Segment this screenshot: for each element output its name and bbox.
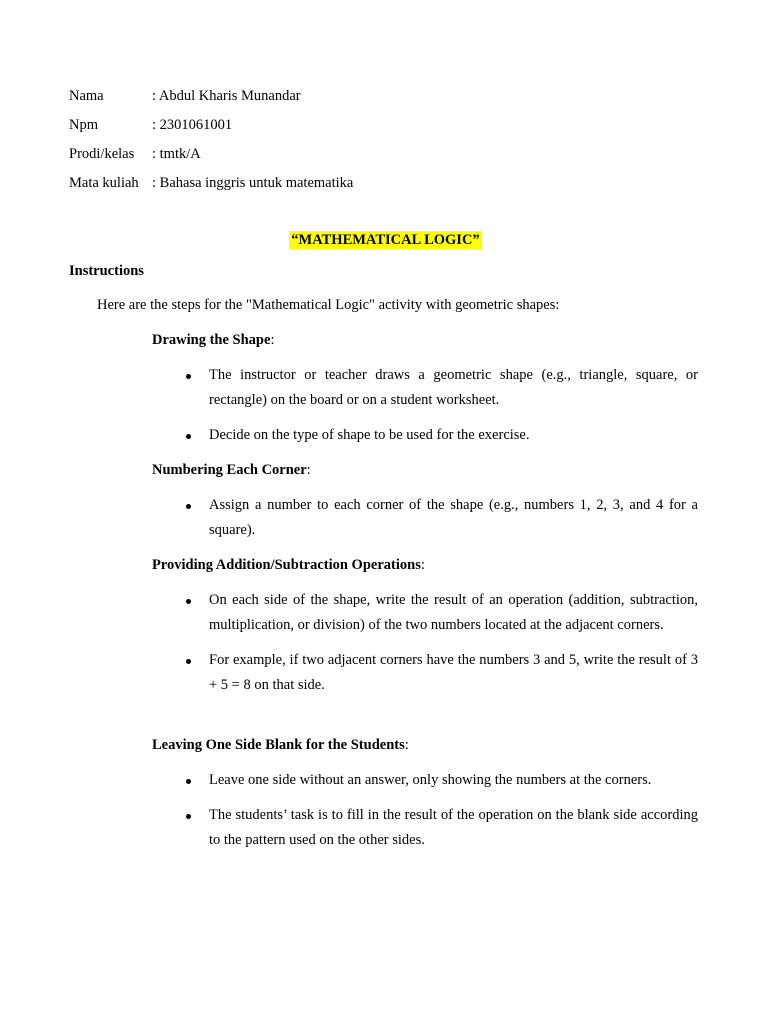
list-item (152, 588, 698, 638)
bullet-icon (186, 814, 191, 819)
section-heading (152, 735, 698, 755)
list-item (152, 648, 698, 698)
section-heading-text: Leaving One Side Blank for the Students (152, 737, 405, 753)
section-heading (152, 555, 698, 575)
bullet-icon (186, 779, 191, 784)
list-item (152, 493, 698, 543)
info-label: Prodi/kelas (69, 146, 135, 162)
bullet-icon (186, 374, 191, 379)
section-numbering-corner (152, 460, 698, 543)
list-item (152, 803, 698, 853)
list-item (152, 768, 698, 793)
info-value: : Bahasa inggris untuk matematika (152, 175, 354, 191)
title-wrap (0, 231, 768, 249)
section-heading-colon: : (420, 557, 425, 573)
list-item-text: On each side of the shape, write the result of an operation (addition, subtraction, multiplication, or division) of the two numbers located at the adjacent corners. (209, 592, 698, 633)
info-label: Mata kuliah (69, 175, 139, 191)
list-item-text: Assign a number to each corner of the shape (e.g., numbers 1, 2, 3, and 4 for a square). (209, 497, 698, 538)
list-item-text: The students’ task is to fill in the result of the operation on the blank side according to the pattern used on the other sides. (209, 807, 698, 848)
info-label: Npm (69, 117, 98, 133)
bullet-list (152, 768, 698, 853)
instructions-heading: Instructions (69, 263, 144, 279)
info-row-nama (69, 86, 353, 115)
section-heading-text: Drawing the Shape (152, 332, 271, 348)
info-label: Nama (69, 88, 104, 104)
bullet-icon (186, 504, 191, 509)
bullet-icon (186, 434, 191, 439)
document-title: “MATHEMATICAL LOGIC” (291, 232, 480, 248)
bullet-list (152, 493, 698, 543)
list-item (152, 423, 698, 448)
list-item-text: Decide on the type of shape to be used for the exercise. (209, 427, 530, 443)
info-value: : 2301061001 (152, 117, 233, 133)
info-row-prodi (69, 144, 353, 173)
intro-paragraph: Here are the steps for the "Mathematical Logic" activity with geometric shapes: (97, 297, 560, 313)
list-item-text: The instructor or teacher draws a geometric shape (e.g., triangle, square, or rectangle) on the board or on a student worksheet. (209, 367, 698, 408)
info-value: : tmtk/A (152, 146, 201, 162)
list-item-text: For example, if two adjacent corners have the numbers 3 and 5, write the result of 3 + 5 = 8 on that side. (209, 652, 698, 693)
section-heading (152, 330, 698, 350)
section-heading-colon: : (404, 737, 409, 753)
list-item (152, 363, 698, 413)
student-info (69, 86, 353, 202)
list-item-text: Leave one side without an answer, only showing the numbers at the corners. (209, 772, 652, 788)
section-drawing-shape (152, 330, 698, 448)
section-heading-colon: : (270, 332, 275, 348)
bullet-icon (186, 659, 191, 664)
info-row-mata-kuliah (69, 173, 353, 202)
section-leaving-blank (152, 735, 698, 853)
section-heading-colon: : (306, 462, 311, 478)
info-value: : Abdul Kharis Munandar (152, 88, 301, 104)
bullet-icon (186, 599, 191, 604)
section-heading-text: Numbering Each Corner (152, 462, 307, 478)
bullet-list (152, 588, 698, 698)
bullet-list (152, 363, 698, 448)
info-row-npm (69, 115, 353, 144)
section-heading (152, 460, 698, 480)
section-operations (152, 555, 698, 698)
section-heading-text: Providing Addition/Subtraction Operations (152, 557, 421, 573)
